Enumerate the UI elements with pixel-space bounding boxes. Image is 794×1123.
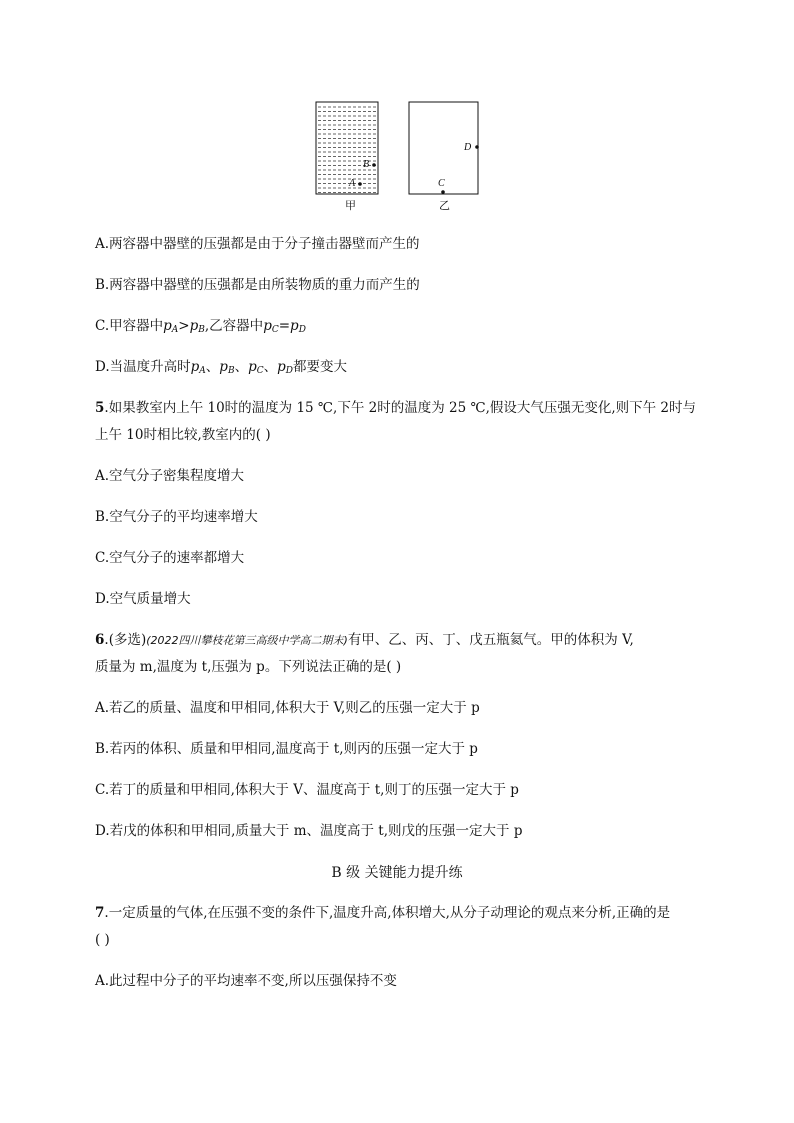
point-a-label: A: [349, 178, 356, 189]
point-c-dot: [441, 190, 445, 194]
q7-stem-line1: [95, 905, 670, 921]
q4d-suffix: 都要变大: [293, 359, 347, 375]
point-d-label: D: [464, 142, 472, 153]
q4c-prefix: C.甲容器中: [95, 318, 164, 334]
q4d-sub-c: C: [256, 366, 264, 376]
q4c-p2: p: [189, 318, 199, 334]
q6-source: (2022四川攀枝花第三高级中学高二期末): [146, 634, 348, 647]
q4c-sub-a: A: [171, 325, 179, 335]
q4d-p3: p: [248, 359, 257, 375]
q4c-p4: p: [290, 318, 299, 334]
q7-option-a: A.此过程中分子的平均速率不变,所以压强保持不变: [95, 973, 397, 989]
q5-option-c: C.空气分子的速率都增大: [95, 550, 245, 566]
q4d-sub-a: A: [199, 366, 206, 376]
q4c-gt: >: [178, 318, 190, 334]
container-figure: [300, 95, 500, 215]
q4-option-d: [95, 359, 347, 377]
q4c-p1: p: [163, 318, 172, 334]
q5-option-d: D.空气质量增大: [95, 591, 191, 607]
container-jia: [316, 102, 378, 194]
q6-tag: .(多选): [104, 632, 147, 648]
point-d-dot: [475, 145, 479, 149]
section-b-heading: B 级 关键能力提升练: [331, 865, 463, 881]
q5-stem-line1: [95, 400, 696, 416]
q6-option-c: C.若丁的质量和甲相同,体积大于 V、温度高于 t,则丁的压强一定大于 p: [95, 782, 519, 798]
q6-stem-line2: 质量为 m,温度为 t,压强为 p。下列说法正确的是( ): [95, 659, 402, 675]
q4d-p1: p: [190, 359, 200, 375]
point-b-dot: [372, 163, 376, 167]
q6-stem-line1: [95, 632, 634, 648]
q6-option-d: D.若戊的体积和甲相同,质量大于 m、温度高于 t,则戊的压强一定大于 p: [95, 823, 523, 839]
q4d-p2: p: [219, 359, 228, 375]
q4d-sub-b: B: [227, 366, 235, 376]
q4c-p3: p: [263, 318, 272, 334]
yi-label: 乙: [439, 200, 450, 212]
q6-option-a: A.若乙的质量、温度和甲相同,体积大于 V,则乙的压强一定大于 p: [95, 700, 480, 716]
q4-option-c: [95, 318, 306, 336]
q4c-mid: ,乙容器中: [204, 318, 264, 334]
q6-number: 6: [95, 632, 105, 648]
point-b-label: B: [363, 159, 370, 170]
q4c-sub-b: B: [198, 325, 205, 335]
q4d-sub-d: D: [285, 366, 293, 376]
q7-stem-line2: ( ): [95, 932, 110, 948]
q4-option-a: A.两容器中器壁的压强都是由于分子撞击器壁而产生的: [95, 236, 420, 252]
q5-option-b: B.空气分子的平均速率增大: [95, 509, 258, 525]
point-a-dot: [358, 182, 362, 186]
q4c-sub-c: C: [271, 325, 279, 335]
q4c-sub-d: D: [298, 325, 306, 335]
q4c-eq: =: [278, 318, 291, 334]
q5-stem1: .如果教室内上午 10时的温度为 15 ℃,下午 2时的温度为 25 ℃,假设大气压强无变化,则下午 2时与: [104, 400, 697, 416]
jia-label: 甲: [345, 200, 356, 212]
q4d-sep2: 、: [234, 359, 249, 375]
q4d-sep3: 、: [263, 359, 278, 375]
point-c-label: C: [438, 178, 445, 189]
q5-number: 5: [95, 400, 105, 416]
q5-stem-line2: 上午 10时相比较,教室内的( ): [95, 427, 271, 443]
q4d-sep1: 、: [205, 359, 220, 375]
q4d-p4: p: [277, 359, 286, 375]
q6-option-b: B.若丙的体积、质量和甲相同,温度高于 t,则丙的压强一定大于 p: [95, 741, 478, 757]
q4d-prefix: D.当温度升高时: [95, 359, 191, 375]
q6-stem1-rest: 有甲、乙、丙、丁、戊五瓶氦气。甲的体积为 V,: [347, 632, 634, 648]
q4-option-b: B.两容器中器壁的压强都是由所装物质的重力而产生的: [95, 277, 420, 293]
q7-number: 7: [95, 905, 105, 921]
q7-stem1: .一定质量的气体,在压强不变的条件下,温度升高,体积增大,从分子动理论的观点来分析,正确的是: [104, 905, 671, 921]
q5-option-a: A.空气分子密集程度增大: [95, 468, 245, 484]
